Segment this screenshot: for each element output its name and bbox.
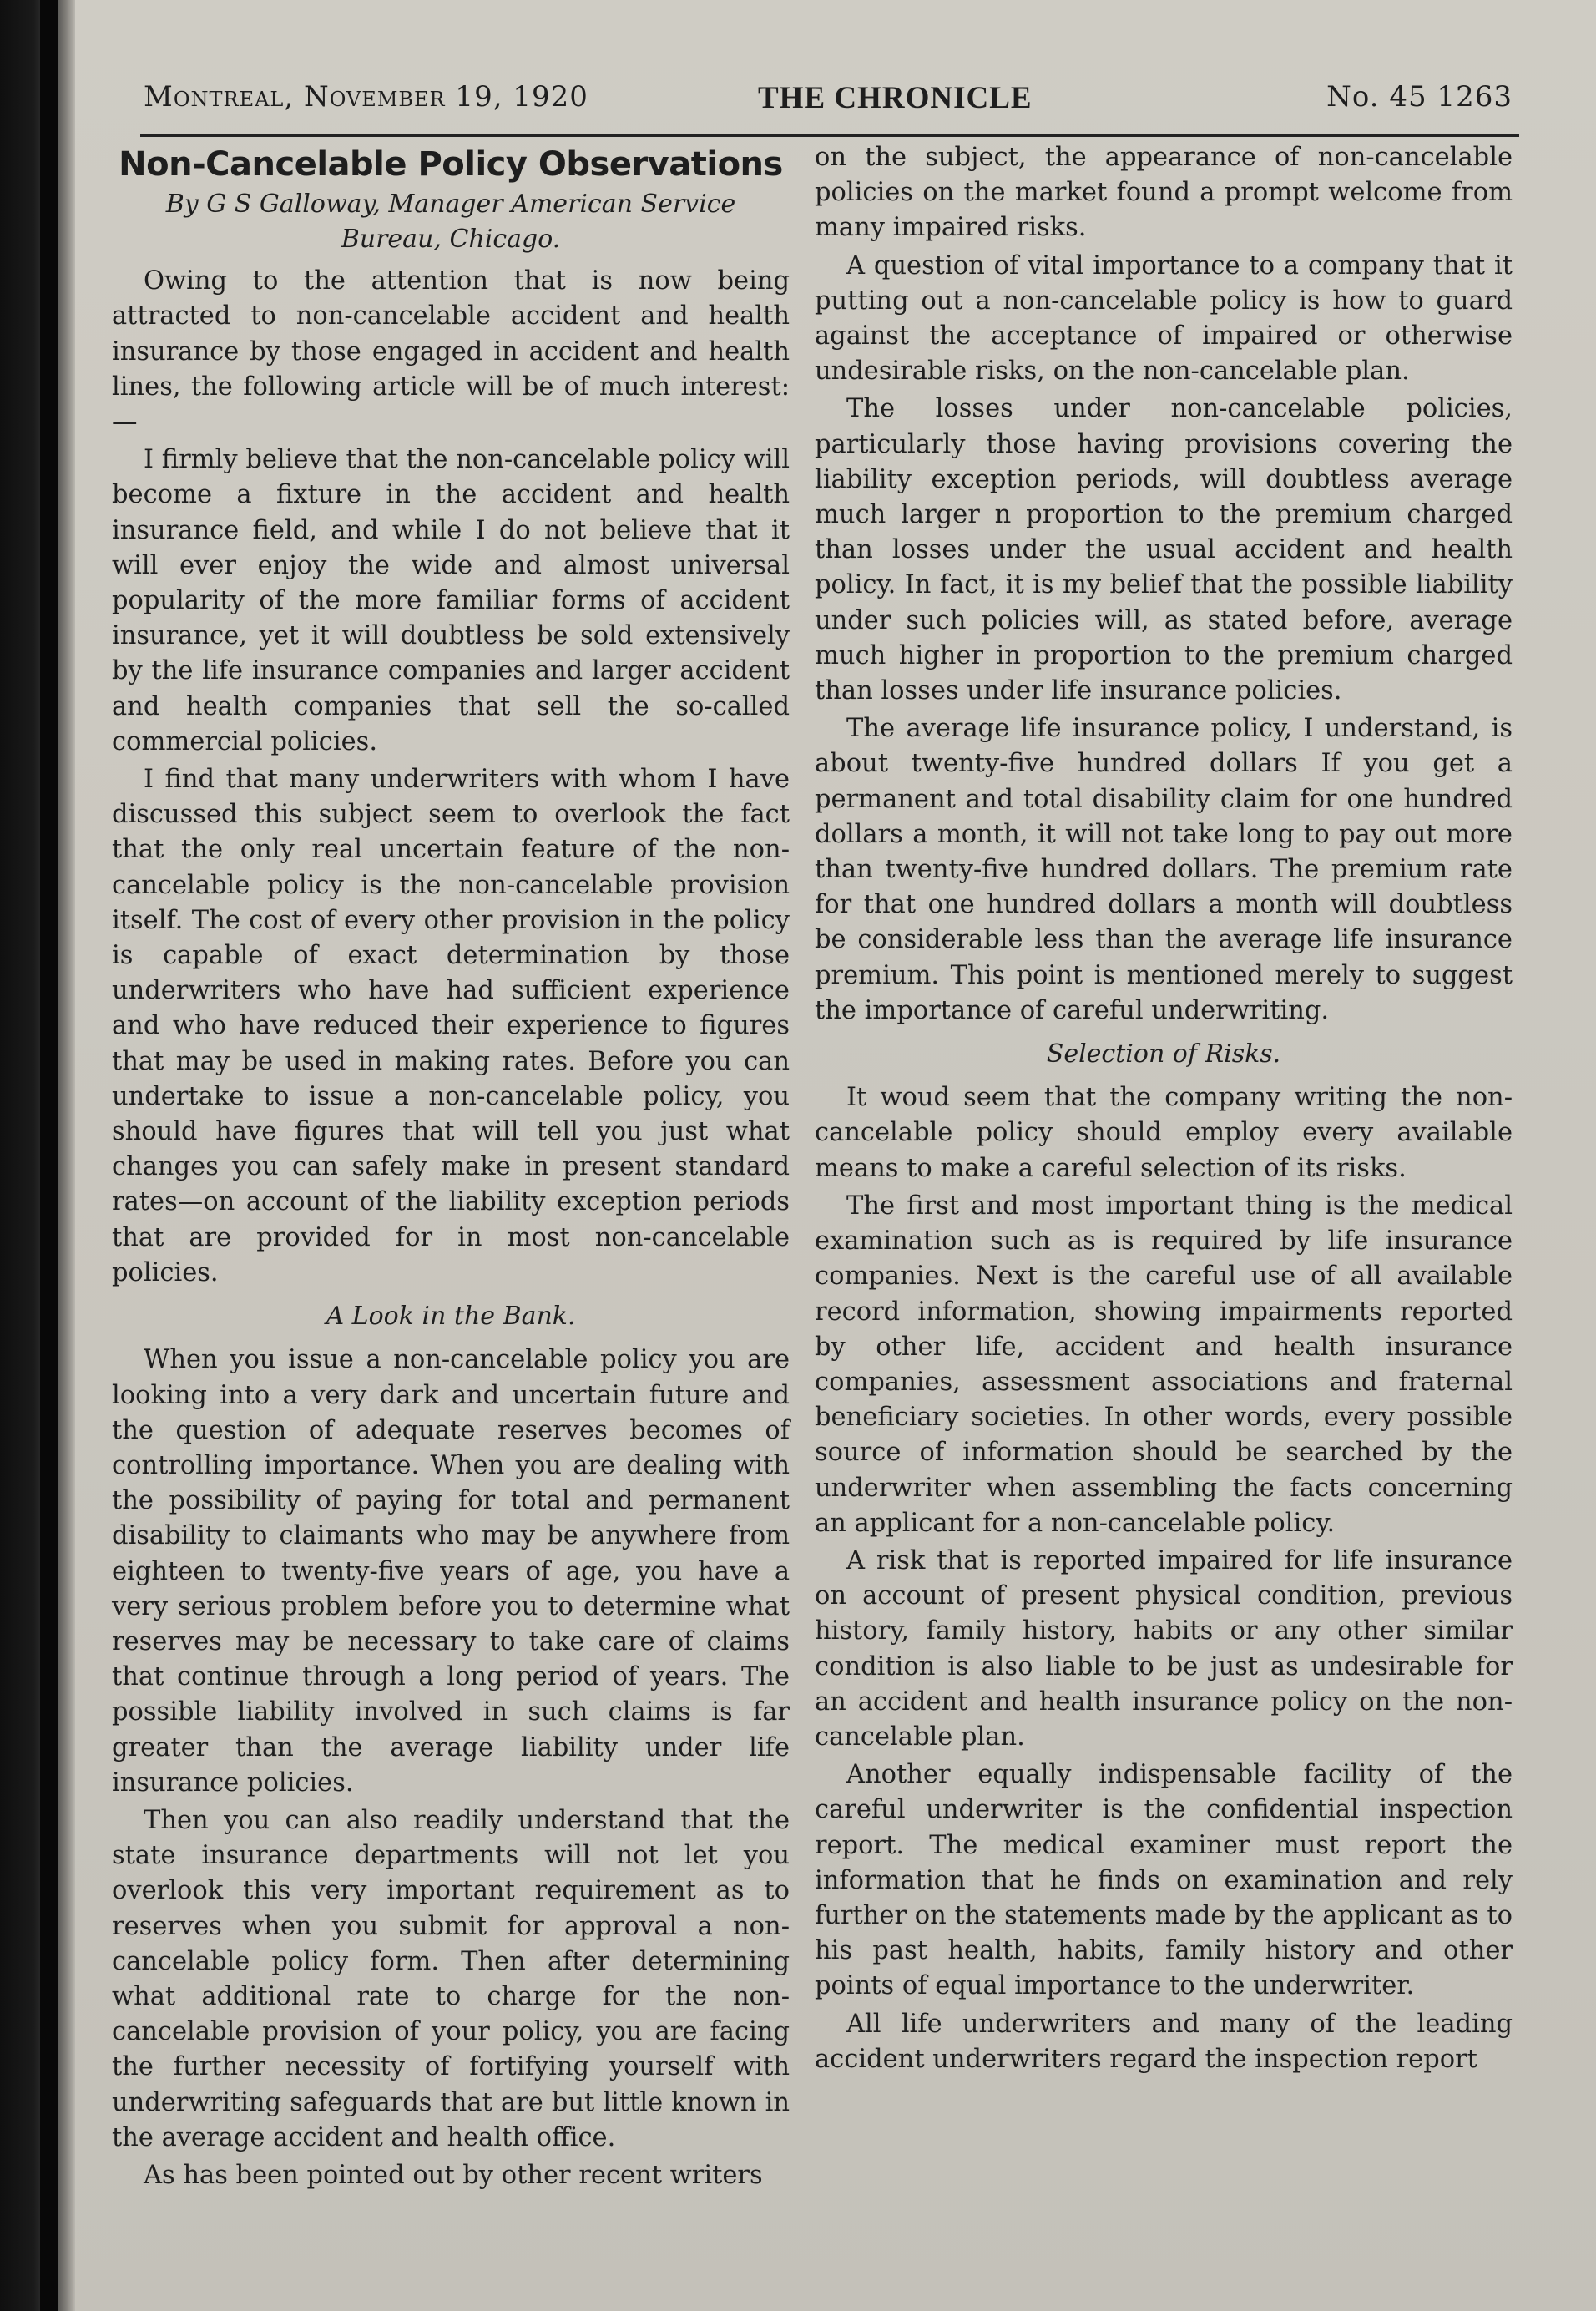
paragraph: A question of vital importance to a company that it putting out a non-cancelable policy is how to guard against the acceptance of impaired or otherwise undesirable risks, on the non-cancelable plan. xyxy=(815,250,1513,387)
paragraph: Owing to the attention that is now being attracted to non-cancelable accident and health insurance by those engaged in accident and health lines, the following article will be of much interest:— xyxy=(112,266,790,437)
dateline: Montreal, November 19, 1920 xyxy=(144,80,588,114)
binding-edge xyxy=(40,0,58,2311)
article-title: Non-Cancelable Policy Observations xyxy=(119,145,783,184)
left-column xyxy=(112,140,790,2196)
publication-name: THE CHRONICLE xyxy=(758,81,1033,115)
paragraph: As has been pointed out by other recent writers xyxy=(144,2160,763,2190)
paragraph: The first and most important thing is the medical examination such as is required by life insurance companies. Next is the careful use of all available record information, showing impairments reported by other life, accident and health insurance companies, assessment associations and fraternal beneficiary societies. In other words, every possible source of information should be searched by the underwriter when assembling the facts concerning an applicant for a non-cancelable policy. xyxy=(815,1191,1513,1538)
paragraph: Then you can also readily understand that the state insurance departments will not let you overlook this very important requirement as to reserves when you submit for approval a non-cancelable policy form. Then after determining what additional rate to charge for the non-cancelable provision of your policy, you are facing the further necessity of fortifying yourself with underwriting safeguards that are but little known in the average accident and health office. xyxy=(112,1805,790,2152)
subheading: A Look in the Bank. xyxy=(326,1302,576,1332)
page-header xyxy=(144,80,1513,117)
paragraph-continued: on the subject, the appearance of non-cancelable policies on the market found a prompt welcome from many impaired risks. xyxy=(815,143,1513,243)
paragraph: All life underwriters and many of the leading accident underwriters regard the inspection report xyxy=(815,2009,1513,2074)
paragraph: It woud seem that the company writing the non-cancelable policy should employ every available means to make a careful selection of its risks. xyxy=(815,1083,1513,1183)
paragraph: The average life insurance policy, I understand, is about twenty-five hundred dollars If you get a permanent and total disability claim for one hundred dollars a month, it will not take long to pay out more than twenty-five hundred dollars. The premium rate for that one hundred dollars a month will doubtless be considerable less than the average life insurance premium. This point is mentioned merely to suggest the importance of careful underwriting. xyxy=(815,714,1513,1025)
issue-page-number: No. 45 1263 xyxy=(1326,80,1513,114)
right-column xyxy=(815,140,1513,2080)
article-byline: By G S Galloway, Manager American Service Bureau, Chicago. xyxy=(165,190,736,255)
binding-shadow xyxy=(0,0,75,2311)
paragraph: A risk that is reported impaired for life insurance on account of present physical condition, previous history, family history, habits or any other similar condition is also liable to be just as undesirable for an accident and health insurance policy on the non-cancelable plan. xyxy=(815,1545,1513,1752)
paragraph: The losses under non-cancelable policies, particularly those having provisions covering the liability exception periods, will doubtless average much larger n proportion to the premium charged than losses under the usual accident and health policy. In fact, it is my belief that the possible liability under such policies will, as stated before, average much higher in proportion to the premium charged than losses under life insurance policies. xyxy=(815,394,1513,706)
paragraph: When you issue a non-cancelable policy you are looking into a very dark and uncertain future and the question of adequate reserves becomes of controlling importance. When you are dealing with the possibility of paying for total and permanent disability to claimants who may be anywhere from eighteen to twenty-five years of age, you have a very serious problem before you to determine what reserves may be necessary to take care of claims that continue through a long period of years. The possible liability involved in such claims is far greater than the average liability under life insurance policies. xyxy=(112,1345,790,1798)
header-rule xyxy=(140,134,1519,137)
subheading: Selection of Risks. xyxy=(1046,1039,1281,1070)
paragraph: I find that many underwriters with whom I have discussed this subject seem to overlook the fact that the only real uncertain feature of the non-cancelable policy is the non-cancelable provision itself. The cost of every other provision in the policy is capable of exact determination by those underwriters who have had sufficient experience and who have reduced their experience to figures that may be used in making rates. Before you can undertake to issue a non-cancelable policy, you should have figures that will tell you just what changes you can safely make in present standard rates—on account of the liability exception periods that are provided for in most non-cancelable policies. xyxy=(112,765,790,1287)
paragraph: I firmly believe that the non-cancelable policy will become a fixture in the accident and health insurance field, and while I do not believe that it will ever enjoy the wide and almost universal popularity of the more familiar forms of accident insurance, yet it will doubtless be sold extensively by the life insurance companies and larger accident and health companies that sell the so-called commercial policies. xyxy=(112,445,790,756)
newspaper-page xyxy=(75,0,1596,2311)
paragraph: Another equally indispensable facility of the careful underwriter is the confidential inspection report. The medical examiner must report the information that he finds on examination and rely further on the statements made by the applicant as to his past health, habits, family history and other points of equal importance to the underwriter. xyxy=(815,1760,1513,2001)
